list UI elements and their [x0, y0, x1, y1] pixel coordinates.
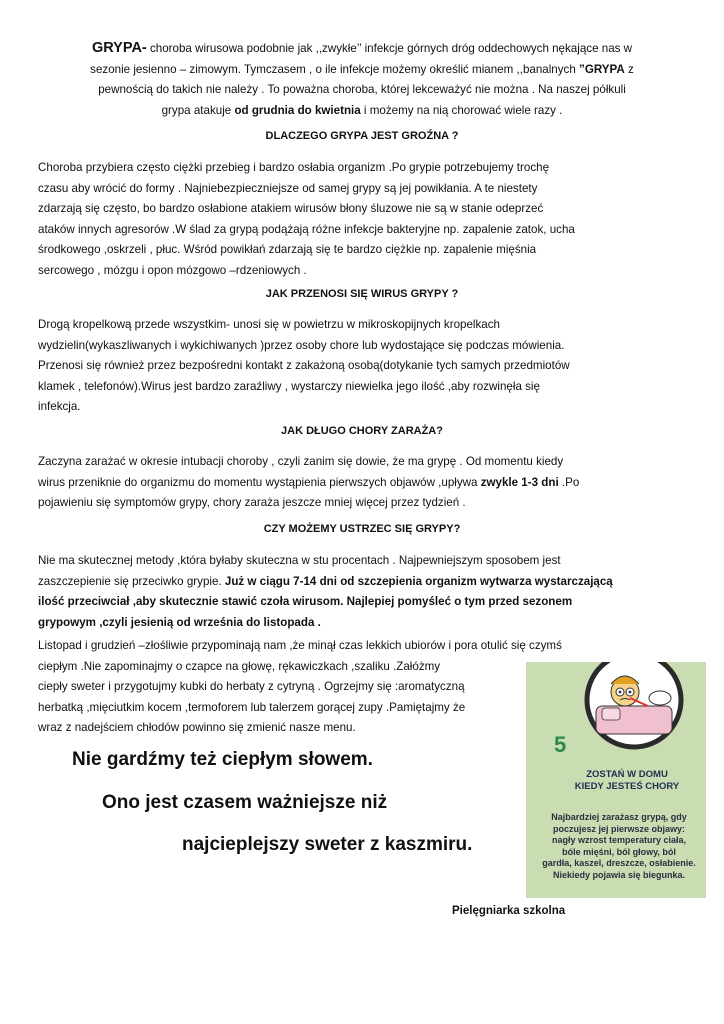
text-line: ciepłym .Nie zapominajmy o czapce na głowę, rękawiczkach ,szaliku .Załóżmy [38, 659, 441, 673]
text-line: klamek , telefonów).Wirus jest bardzo zaraźliwy , wystarczy niewielka jego ilość ,aby rozwinęła się [38, 379, 540, 393]
text-line: grypowym ,czyli jesienią od września do listopada . [38, 615, 321, 629]
closing-line-3: najcieplejszy sweter z kaszmiru. [182, 834, 473, 855]
text-line: wraz z nadejściem chłodów powinno się zmienić nasze menu. [38, 721, 356, 735]
intro-line-4: grypa atakuje od grudnia do kwietnia i możemy na nią chorować wiele razy . [161, 103, 563, 117]
intro-line-3: pewnością do takich nie należy . To poważna choroba, której lekceważyć nie można . Na naszej półkuli [98, 83, 626, 97]
stay-home-poster [526, 662, 706, 898]
closing-line-1: Nie gardźmy też ciepłym słowem. [72, 749, 373, 770]
text-line: wirus przeniknie do organizmu do momentu wystąpienia pierwszych objawów ,upływa zwykle 1-3 dni .Po [38, 475, 580, 489]
section-1-paragraph [38, 158, 698, 282]
text-line: Drogą kropelkową przede wszystkim- unosi się w powietrzu w mikroskopijnych kropelkach [38, 318, 500, 331]
poster-text: Najbardziej zarażasz grypą, gdy poczujesz jej pierwsze objawy: nagły wzrost temperatury ciała, bóle mięśni, ból głowy, ból gardła, kaszel, dreszcze, osłabienie. Niekiedy pojawia się biegunka. [542, 812, 696, 880]
section-heading-why-dangerous: DLACZEGO GRYPA JEST GROŹNA ? [265, 130, 459, 142]
text-line: ataków innych agresorów .W ślad za grypą podążają różne infekcje bakteryjne np. zapalenie zatok, ucha [38, 222, 575, 236]
poster-number: 5 [554, 732, 567, 757]
text-line: środkowego ,oskrzeli , płuc. Wśród powikłań zdarzają się te bardzo ciężkie np. zapalenie mięśnia [38, 243, 537, 257]
text-line: Nie ma skutecznej metody ,która byłaby skuteczna w stu procentach . Najpewniejszym sposobem jest [38, 554, 561, 567]
poster-title: ZOSTAŃ W DOMU KIEDY JESTEŚ CHORY [574, 769, 680, 792]
text-line: zdarzają się często, bo bardzo osłabione atakiem wirusów błony śluzowe nie są w stanie odeprzeć [38, 202, 544, 216]
closing-line-2: Ono jest czasem ważniejsze niż [102, 792, 388, 813]
text-line: herbatką ,mięciutkim kocem ,termoforem lub talerzem gorącej zupy .Pamiętajmy że [38, 700, 466, 714]
text-line: wydzielin(wykaszliwanych i wykichiwanych )przez osoby chore lub wydostające się podczas mówienia. [38, 338, 565, 352]
section-3-paragraph [38, 452, 698, 514]
intro-line-1: GRYPA- choroba wirusowa podobnie jak ,,zwykłe’’ infekcje górnych dróg oddechowych nękające nas w [91, 40, 633, 56]
text-line: Listopad i grudzień –złośliwie przypominają nam ,że minął czas lekkich ubiorów i pora otulić się czymś [38, 639, 562, 652]
text-line: Przenosi się również przez bezpośredni kontakt z zakażoną osobą(dotykanie tych samych przedmiotów [38, 359, 570, 373]
section-heading-transmission: JAK PRZENOSI SIĘ WIRUS GRYPY ? [265, 288, 459, 300]
text-line: Choroba przybiera często ciężki przebieg i bardzo osłabia organizm .Po grypie potrzebujemy trochę [38, 161, 550, 174]
signature: Pielęgniarka szkolna [452, 905, 566, 917]
intro-lead: GRYPA- [91, 40, 147, 56]
section-heading-contagious-period: JAK DŁUGO CHORY ZARAŻA? [281, 425, 443, 437]
text-line: czasu aby wrócić do formy . Najniebezpieczniejsze od samej grypy są jej powikłania. A te niestety [38, 181, 538, 195]
sick-child-illustration [526, 662, 706, 762]
text-line: zaszczepienie się przeciwko grypie. Już w ciągu 7-14 dni od szczepienia organizm wytwarza wystarczającą [38, 574, 613, 588]
text-line: sercowego , mózgu i opon mózgowo –rdzeniowych . [38, 263, 307, 277]
text-line: pojawieniu się symptomów grypy, chory zaraża jeszcze mniej więcej przez tydzień . [38, 496, 466, 510]
section-2-paragraph [38, 315, 698, 418]
text-line: ciepły sweter i przygotujmy kubki do herbaty z cytryną . Ogrzejmy się :aromatyczną [38, 680, 465, 694]
section-4-paragraph [38, 551, 698, 633]
text-line: Zaczyna zarażać w okresie intubacji choroby , czyli zanim się dowie, że ma grypę . Od momentu kiedy [38, 455, 564, 468]
intro-paragraph [30, 38, 694, 121]
intro-line-2: sezonie jesienno – zimowym. Tymczasem , o ile infekcje możemy określić mianem ,,banalnych ”GRYPA z [90, 62, 634, 76]
text-line: ilość przeciwciał ,aby skutecznie stawić czoła wirusom. Najlepiej pomyśleć o tym przed sezonem [38, 595, 573, 609]
section-heading-prevention: CZY MOŻEMY USTRZEC SIĘ GRYPY? [263, 523, 461, 535]
text-line: infekcja. [38, 400, 81, 414]
